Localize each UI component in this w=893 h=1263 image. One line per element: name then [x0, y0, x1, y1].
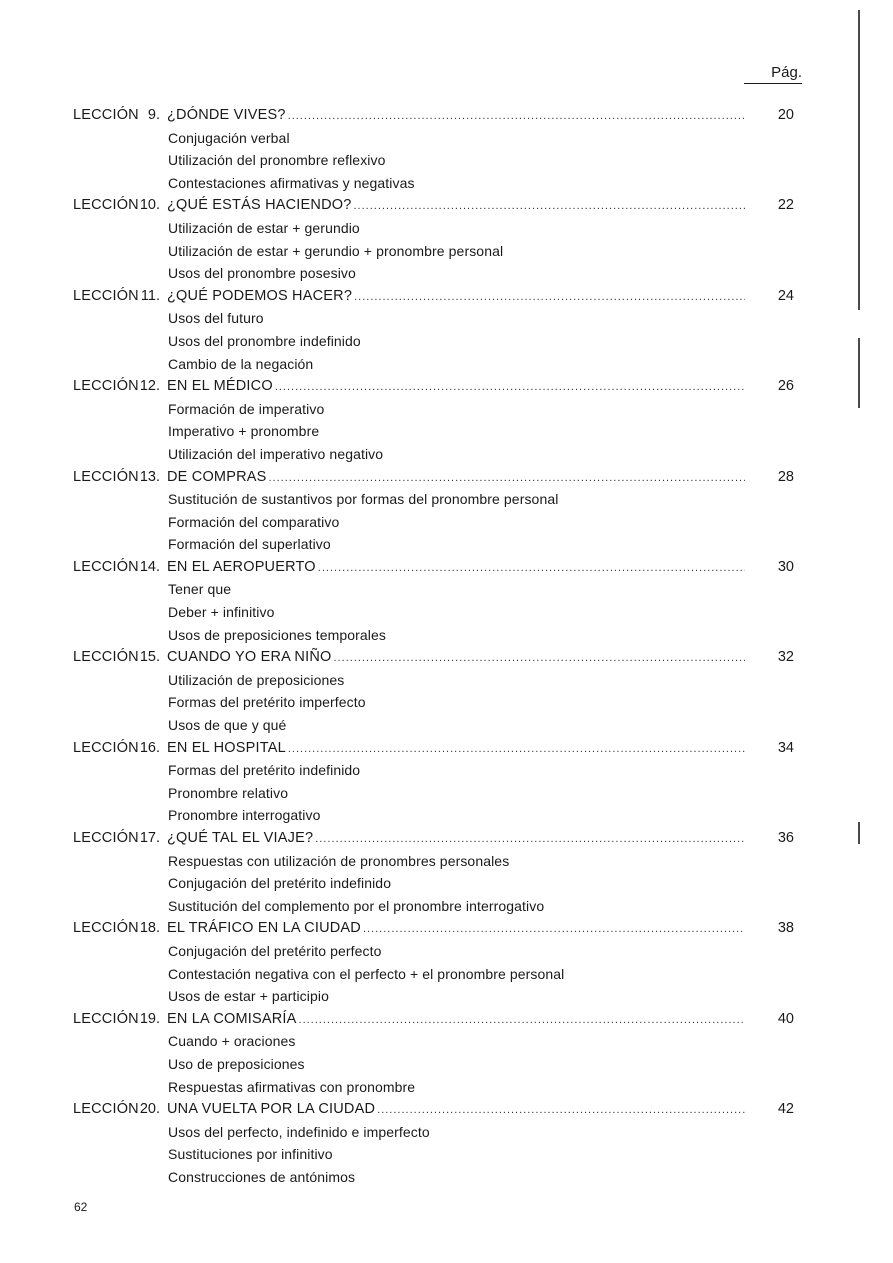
lesson-entry — [0, 375, 893, 465]
lesson-topic-item: Utilización de estar + gerundio + pronombre personal — [168, 242, 504, 259]
lesson-heading-line — [0, 646, 893, 669]
lesson-label: LECCIÓN — [73, 1010, 139, 1027]
lesson-topic-item: Formas del pretérito imperfecto — [168, 694, 366, 711]
lesson-topic-item: Usos del futuro — [168, 310, 264, 327]
lesson-page-number: 26 — [777, 378, 794, 395]
lesson-label: LECCIÓN — [73, 287, 139, 304]
lesson-topic-item: Formación del superlativo — [168, 536, 331, 553]
lesson-topic-item: Construcciones de antónimos — [168, 1168, 356, 1185]
lesson-title-wrap — [167, 194, 745, 218]
lesson-entry — [0, 1098, 893, 1188]
lesson-number: 19. — [139, 1010, 160, 1027]
lesson-number: 14. — [139, 558, 160, 575]
lesson-title: UNA VUELTA POR LA CIUDAD — [167, 1101, 376, 1118]
lesson-topic-item: Contestación negativa con el perfecto + el pronombre personal — [168, 965, 565, 982]
lesson-entry — [0, 646, 893, 736]
lesson-title: ¿QUÉ ESTÁS HACIENDO? — [167, 197, 352, 214]
lesson-topic-item: Sustitución del complemento por el pronombre interrogativo — [168, 897, 545, 914]
lesson-title-wrap — [167, 917, 745, 941]
lesson-topic-item: Utilización del pronombre reflexivo — [168, 152, 386, 169]
lesson-title: EL TRÁFICO EN LA CIUDAD — [167, 920, 361, 937]
lesson-number: 15. — [139, 649, 160, 666]
lesson-topic-item: Utilización del imperativo negativo — [168, 445, 384, 462]
lesson-topic-item: Usos de preposiciones temporales — [168, 626, 386, 643]
lesson-heading-line — [0, 556, 893, 579]
lesson-topic-item: Utilización de estar + gerundio — [168, 219, 360, 236]
lesson-label: LECCIÓN — [73, 107, 139, 123]
lesson-topic-item: Cuando + oraciones — [168, 1033, 296, 1050]
lesson-topic-item: Pronombre relativo — [168, 784, 289, 801]
lesson-entry — [0, 556, 893, 646]
lesson-topic-item: Cambio de la negación — [168, 355, 314, 372]
lesson-title: EN EL MÉDICO — [167, 378, 273, 395]
lesson-heading-line — [0, 1008, 893, 1031]
lesson-number: 16. — [139, 739, 160, 756]
lesson-title-wrap — [167, 1098, 745, 1122]
lesson-title: EN EL HOSPITAL — [167, 739, 286, 756]
lesson-title-wrap — [167, 556, 745, 580]
lesson-heading-line — [0, 104, 893, 127]
lesson-label: LECCIÓN — [73, 197, 139, 214]
lesson-title: ¿QUÉ PODEMOS HACER? — [167, 287, 353, 304]
lesson-number: 13. — [139, 468, 160, 485]
lesson-title: CUANDO YO ERA NIÑO — [167, 649, 332, 666]
lesson-entry — [0, 285, 893, 375]
lesson-topic-item: Sustitución de sustantivos por formas del pronombre personal — [168, 491, 559, 508]
lesson-page-number: 36 — [777, 830, 794, 846]
dot-leader — [275, 376, 745, 399]
lesson-title-wrap — [167, 104, 745, 128]
lesson-heading-line — [0, 194, 893, 217]
lesson-entry — [0, 104, 893, 194]
dot-leader — [377, 1099, 745, 1122]
lesson-title: EN LA COMISARÍA — [167, 1010, 297, 1027]
lesson-title: EN EL AEROPUERTO — [167, 558, 316, 575]
dot-leader — [288, 105, 745, 128]
lesson-title-wrap — [167, 737, 745, 761]
lesson-page-number: 40 — [777, 1010, 794, 1027]
lesson-entry — [0, 1008, 893, 1098]
lesson-heading-line — [0, 285, 893, 308]
lesson-topic-item: Sustituciones por infinitivo — [168, 1146, 333, 1163]
dot-leader — [269, 467, 746, 490]
lesson-topic-item: Conjugación del pretérito perfecto — [168, 942, 382, 959]
dot-leader — [288, 738, 745, 761]
lesson-topic-item: Usos del pronombre indefinido — [168, 332, 361, 349]
lesson-label: LECCIÓN — [73, 378, 139, 395]
lesson-topic-item: Usos del pronombre posesivo — [168, 265, 356, 282]
lesson-page-number: 28 — [777, 468, 794, 485]
lesson-number: 20. — [139, 1101, 160, 1118]
lesson-number: 17. — [139, 830, 160, 846]
lesson-heading-line — [0, 917, 893, 940]
lesson-topic-item: Tener que — [168, 581, 232, 598]
dot-leader — [354, 286, 745, 309]
lesson-page-number: 22 — [777, 197, 794, 214]
lesson-heading-line — [0, 737, 893, 760]
lesson-number: 12. — [139, 378, 160, 395]
lesson-topic-item: Respuestas con utilización de pronombres personales — [168, 852, 510, 869]
lesson-page-number: 24 — [777, 287, 794, 304]
lesson-label: LECCIÓN — [73, 739, 139, 756]
lesson-heading-line — [0, 375, 893, 398]
lesson-topic-item: Uso de preposiciones — [168, 1055, 305, 1072]
lesson-topic-item: Usos de estar + participio — [168, 988, 329, 1005]
lesson-topic-item: Formación del comparativo — [168, 513, 340, 530]
lesson-entry — [0, 917, 893, 1007]
lesson-title-wrap — [167, 827, 745, 851]
dot-leader — [318, 557, 745, 580]
lesson-number: 11. — [140, 287, 160, 304]
lesson-entry — [0, 737, 893, 827]
lesson-title-wrap — [167, 646, 745, 670]
lesson-page-number: 42 — [777, 1101, 794, 1118]
lesson-number: 10. — [139, 197, 160, 214]
lesson-title-wrap — [167, 285, 745, 309]
lesson-heading-line — [0, 1098, 893, 1121]
lesson-label: LECCIÓN — [73, 920, 139, 937]
table-of-contents — [0, 104, 893, 1189]
lesson-topic-item: Usos del perfecto, indefinido e imperfecto — [168, 1123, 430, 1140]
lesson-page-number: 30 — [777, 558, 794, 575]
lesson-entry — [0, 827, 893, 917]
lesson-topic-item: Deber + infinitivo — [168, 604, 275, 621]
lesson-topic-item: Conjugación del pretérito indefinido — [168, 875, 392, 892]
dot-leader — [315, 828, 745, 851]
lesson-label: LECCIÓN — [73, 558, 139, 575]
dot-leader — [333, 647, 745, 670]
lesson-number: 9. — [147, 107, 160, 123]
lesson-title: ¿QUÉ TAL EL VIAJE? — [167, 830, 314, 846]
lesson-topic-item: Usos de que y qué — [168, 717, 287, 734]
lesson-label: LECCIÓN — [73, 649, 139, 666]
lesson-label: LECCIÓN — [73, 830, 139, 846]
dot-leader — [353, 195, 745, 218]
dot-leader — [299, 1009, 745, 1032]
lesson-title: DE COMPRAS — [167, 468, 267, 485]
lesson-entry — [0, 466, 893, 556]
footer-page-number: 62 — [74, 1200, 88, 1214]
lesson-page-number: 38 — [777, 920, 794, 937]
dot-leader — [363, 918, 745, 941]
lesson-page-number: 32 — [777, 649, 794, 666]
page-column-header: Pág. — [744, 64, 802, 84]
lesson-page-number: 20 — [777, 107, 794, 123]
lesson-topic-item: Formación de imperativo — [168, 400, 325, 417]
lesson-entry — [0, 194, 893, 284]
lesson-title-wrap — [167, 466, 745, 490]
lesson-topic-item: Imperativo + pronombre — [168, 423, 320, 440]
lesson-label: LECCIÓN — [73, 468, 139, 485]
lesson-heading-line — [0, 466, 893, 489]
lesson-number: 18. — [139, 920, 160, 937]
lesson-title-wrap — [167, 1008, 745, 1032]
lesson-title: ¿DÓNDE VIVES? — [167, 107, 286, 123]
lesson-page-number: 34 — [777, 739, 794, 756]
lesson-topic-item: Contestaciones afirmativas y negativas — [168, 174, 415, 191]
lesson-heading-line — [0, 827, 893, 850]
lesson-topic-item: Conjugación verbal — [168, 129, 290, 146]
lesson-title-wrap — [167, 375, 745, 399]
lesson-topic-item: Formas del pretérito indefinido — [168, 762, 361, 779]
lesson-topic-item: Pronombre interrogativo — [168, 807, 321, 824]
lesson-topic-item: Utilización de preposiciones — [168, 671, 345, 688]
lesson-topic-item: Respuestas afirmativas con pronombre — [168, 1078, 416, 1095]
lesson-label: LECCIÓN — [73, 1101, 139, 1118]
